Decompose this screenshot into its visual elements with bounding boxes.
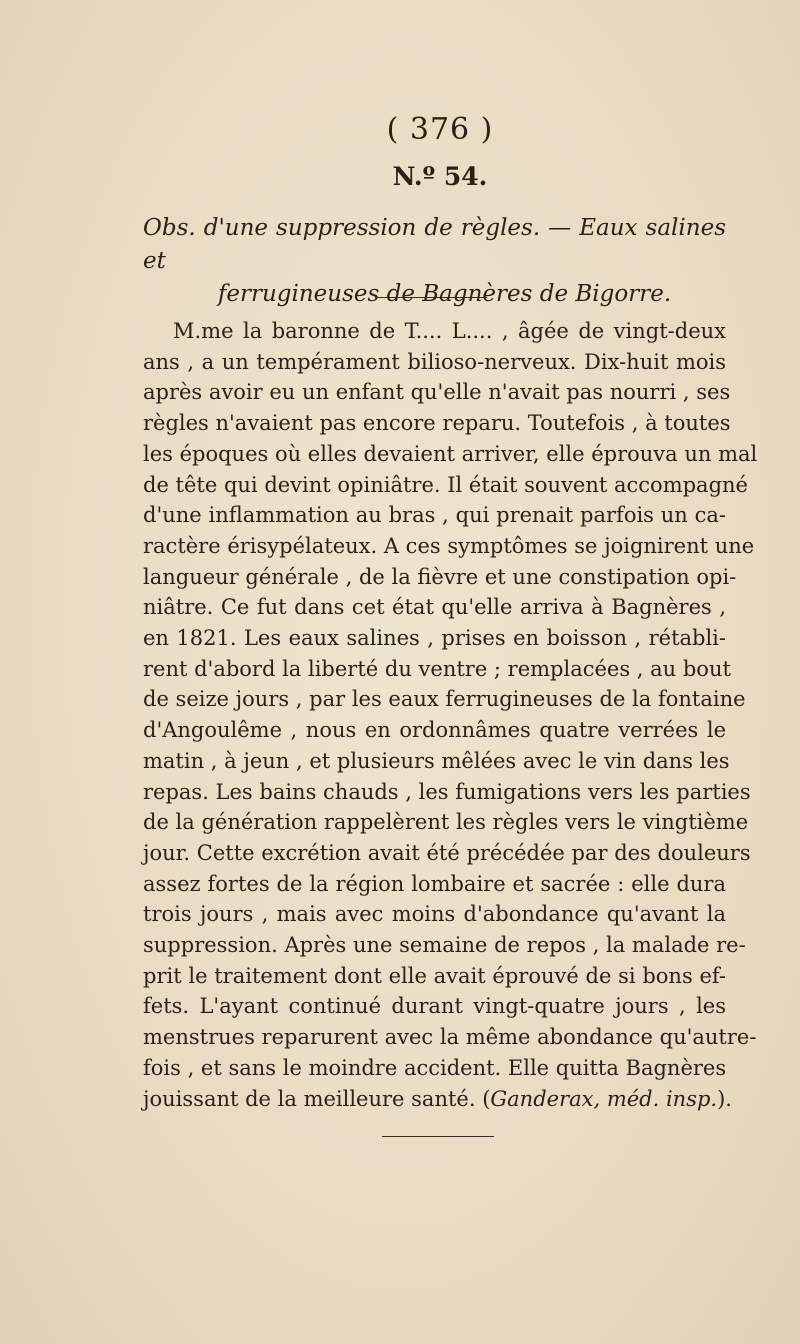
body-line: prit le traitement dont elle avait éprouvé de si bons ef- xyxy=(143,963,726,988)
bottom-divider xyxy=(382,1136,494,1137)
page-number: ( 376 ) xyxy=(386,112,494,147)
body-line: matin , à jeun , et plusieurs mêlées avec le vin dans les xyxy=(143,748,730,773)
body-line: rent d'abord la liberté du ventre ; remplacées , au bout xyxy=(143,656,731,681)
top-divider xyxy=(375,297,487,298)
body-line: trois jours , mais avec moins d'abondance qu'avant la xyxy=(143,902,726,927)
body-line: en 1821. Les eaux salines , prises en boisson , rétabli- xyxy=(143,626,726,651)
body-line: langueur générale , de la fièvre et une constipation opi- xyxy=(143,564,737,589)
body-line: d'Angoulême , nous en ordonnâmes quatre verrées le xyxy=(143,718,726,743)
body-line: après avoir eu un enfant qu'elle n'avait pas nourri , ses xyxy=(143,380,731,405)
body-line: niâtre. Ce fut dans cet état qu'elle arriva à Bagnères , xyxy=(143,595,726,620)
observation-number xyxy=(0,162,800,191)
observation-body xyxy=(143,316,758,1114)
observation-number-text: N.º 54. xyxy=(392,162,488,191)
body-line: fois , et sans le moindre accident. Elle quitta Bagnères xyxy=(143,1055,727,1080)
body-line: ans , a un tempérament bilioso-nerveux. Dix-huit mois xyxy=(143,349,726,374)
last-line-closing: ). xyxy=(717,1086,732,1111)
body-line: ractère érisypélateux. A ces symptômes se joignirent une xyxy=(143,533,755,558)
body-last-line xyxy=(143,1084,732,1115)
body-line: les époques où elles devaient arriver, elle éprouva un mal xyxy=(143,441,758,466)
body-line: repas. Les bains chauds , les fumigations vers les parties xyxy=(143,779,751,804)
title-line-2: ferrugineuses de Bagnères de Bigorre. xyxy=(217,281,672,307)
author-signature: Ganderax, méd. insp. xyxy=(490,1086,718,1111)
body-line: d'une inflammation au bras , qui prenait parfois un ca- xyxy=(143,503,726,528)
body-line: M.me la baronne de T.... L.... , âgée de vingt-deux xyxy=(173,319,726,343)
body-line: règles n'avaient pas encore reparu. Toutefois , à toutes xyxy=(143,411,731,436)
body-line: assez fortes de la région lombaire et sacrée : elle dura xyxy=(143,871,726,896)
body-line: de seize jours , par les eaux ferrugineuses de la fontaine xyxy=(143,687,746,712)
body-line: de la génération rappelèrent les règles vers le vingtième xyxy=(143,810,749,835)
title-line-1: Obs. d'une suppression de règles. — Eaux salines et xyxy=(143,215,726,274)
body-line: suppression. Après une semaine de repos , la malade re- xyxy=(143,933,746,958)
body-line: de tête qui devint opiniâtre. Il était souvent accompagné xyxy=(143,472,748,497)
body-line: menstrues reparurent avec la même abondance qu'autre- xyxy=(143,1025,757,1050)
last-line-text: jouissant de la meilleure santé. ( xyxy=(143,1086,491,1111)
body-line: jour. Cette excrétion avait été précédée par des douleurs xyxy=(143,840,751,865)
body-line: fets. L'ayant continué durant vingt-quatre jours , les xyxy=(143,994,726,1019)
